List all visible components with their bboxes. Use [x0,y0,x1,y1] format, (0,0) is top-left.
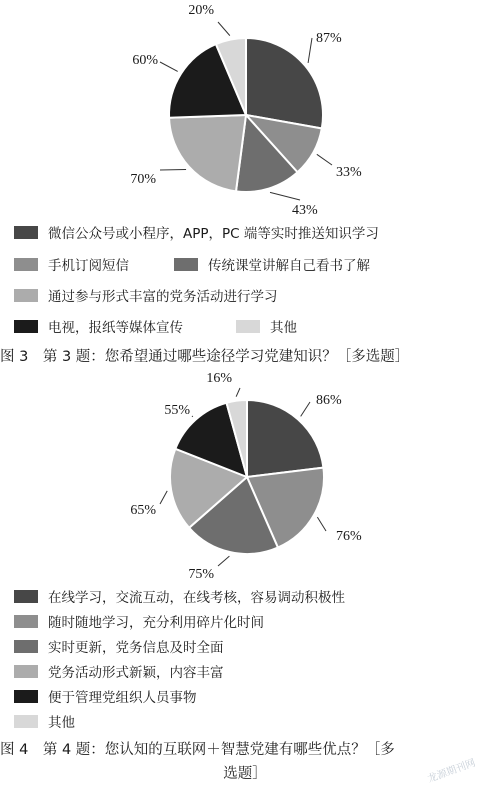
legend-item [236,316,297,336]
legend-label: 在线学习，交流互动，在线考核，容易调动积极性 [48,590,345,606]
legend-item [14,316,183,336]
data-label: 70% [130,172,156,187]
legend-label: 其他 [48,715,75,731]
legend-swatch [14,640,38,653]
legend-item [14,711,75,731]
legend-swatch [14,289,38,302]
leader-line [160,62,178,71]
figure-3 [0,0,490,370]
legend-label: 微信公众号或小程序，APP，PC 端等实时推送知识学习 [48,226,379,242]
pie-slice [247,400,323,477]
data-label: 86% [316,393,342,408]
legend-item [14,285,278,305]
leader-line [317,154,332,165]
legend-swatch [14,715,38,728]
legend-swatch [14,590,38,603]
pie-chart-4 [0,368,490,583]
legend-swatch [236,320,260,333]
legend-label: 便于管理党组织人员事物 [48,690,197,706]
legend-item [174,254,370,274]
legend-item [14,686,197,706]
figure-3-caption: 图 3 第 3 题：您希望通过哪些途径学习党建知识？［多选题］ [0,349,410,365]
leader-line [301,402,310,416]
legend-item [14,222,379,242]
legend-label: 其他 [270,320,297,336]
data-label: 33% [336,165,362,180]
legend-swatch [14,690,38,703]
legend-swatch [174,258,198,271]
legend-item [14,586,345,606]
legend-swatch [14,665,38,678]
watermark: 龙源期刊网 [426,757,478,786]
legend-label: 传统课堂讲解自己看书了解 [208,258,370,274]
legend-label: 通过参与形式丰富的党务活动进行学习 [48,289,278,305]
figure-4-caption-line2: 选题］ [223,766,267,782]
legend-item [14,636,224,656]
leader-line [236,388,240,397]
data-label: 76% [336,529,362,544]
figure-4 [0,368,490,789]
leader-line [160,491,167,504]
legend-label: 电视，报纸等媒体宣传 [48,320,183,336]
legend-label: 手机订阅短信 [48,258,129,274]
data-label: 60% [132,53,158,68]
leader-line [270,192,300,200]
leader-line [218,22,230,36]
leader-line [192,416,193,417]
leader-line [160,169,186,170]
data-label: 16% [206,371,232,386]
pie-slice [246,38,323,128]
figure-4-caption-line1: 图 4 第 4 题：您认知的互联网＋智慧党建有哪些优点？［多 [0,742,395,758]
pie-chart-3 [0,0,490,225]
leader-line [218,556,229,566]
data-label: 75% [188,567,214,582]
legend-item [14,611,264,631]
legend-swatch [14,320,38,333]
data-label: 87% [316,31,342,46]
legend-item [14,661,224,681]
data-label: 65% [130,503,156,518]
legend-swatch [14,615,38,628]
legend-item [14,254,129,274]
pie-slice [169,115,246,191]
leader-line [317,517,326,531]
legend-label: 实时更新，党务信息及时全面 [48,640,224,656]
legend-label: 随时随地学习，充分利用碎片化时间 [48,615,264,631]
leader-line [308,38,312,63]
legend-label: 党务活动形式新颖，内容丰富 [48,665,224,681]
legend-swatch [14,226,38,239]
legend-swatch [14,258,38,271]
data-label: 43% [292,203,318,218]
data-label: 20% [188,3,214,18]
data-label: 55% [164,403,190,418]
